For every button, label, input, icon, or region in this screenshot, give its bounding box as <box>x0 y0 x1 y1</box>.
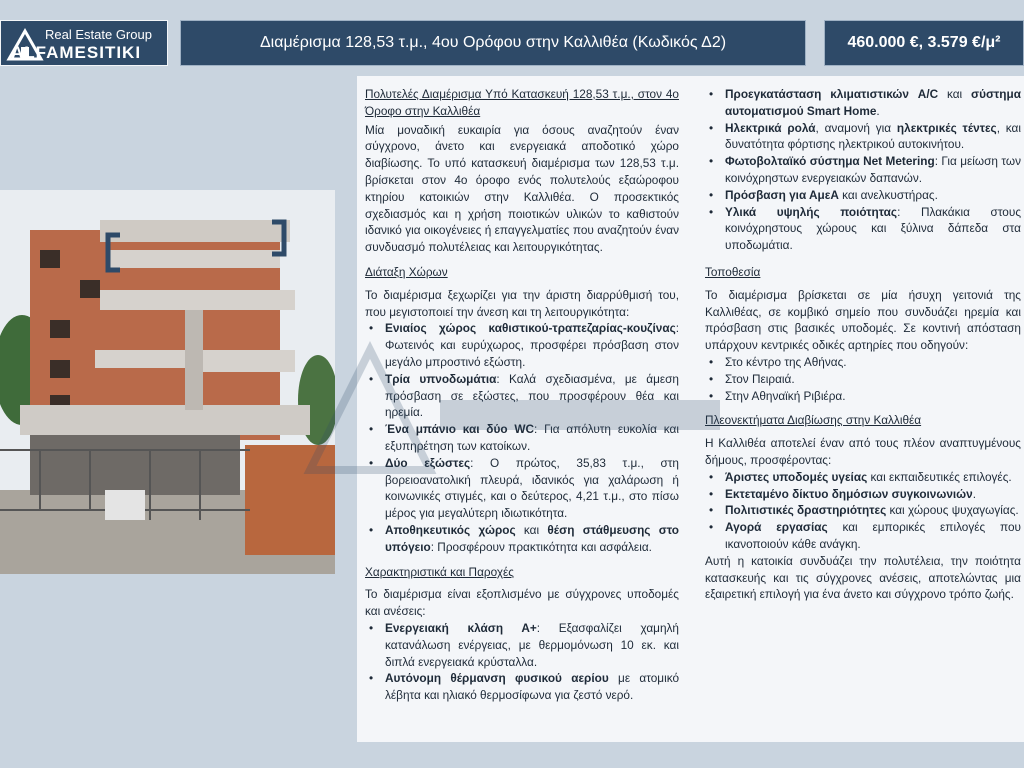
list-item: • Άριστες υποδομές υγείας και εκπαιδευτικές επιλογές. <box>721 469 1021 486</box>
list-item: • Αγορά εργασίας και εμπορικές επιλογές που ικανοποιούν κάθε ανάγκη. <box>721 519 1021 553</box>
layout-heading: Διάταξη Χώρων <box>365 264 448 279</box>
header-bar <box>0 0 1024 84</box>
list-item: • Προεγκατάσταση κλιματιστικών A/C και σύστημα αυτοματισμού Smart Home. <box>721 86 1021 120</box>
intro-heading: Πολυτελές Διαμέρισμα Υπό Κατασκευή 128,53 τ.μ., στον 4ο Όροφο στην Καλλιθέα <box>365 87 679 118</box>
list-item: • Πολιτιστικές δραστηριότητες και χώρους ψυχαγωγίας. <box>721 502 1021 519</box>
list-item: • Δύο εξώστες: Ο πρώτος, 35,83 τ.μ., στη βορειοανατολική πλευρά, ιδανικός για χαλάρωση ή κοινωνικές στιγμές, και ο δεύτερος, 4,21 τ.μ., στο πίσω μέρος για μεγαλύτερη ιδιωτικότητα. <box>381 455 679 522</box>
location-text: Το διαμέρισμα βρίσκεται σε μία ήσυχη γειτονιά της Καλλιθέας, σε κομβικό σημείο που συνδυάζει ηρεμία και πρόσβαση στις βασικές υποδομές. Σε κοντινή απόσταση υπάρχουν κεντρικές οδικές αρτηρίες που οδηγούν: <box>705 287 1021 353</box>
benefits-text: Η Καλλιθέα αποτελεί έναν από τους πλέον αναπτυγμένους δήμους, προσφέροντας: <box>705 436 1021 467</box>
list-item: • Στο κέντρο της Αθήνας. <box>721 354 1021 371</box>
company-logo[interactable] <box>0 20 168 66</box>
logo-group-text: Real Estate Group <box>45 27 152 42</box>
location-heading: Τοποθεσία <box>705 264 761 279</box>
logo-name-text: ALFAMESITIKI <box>11 43 142 62</box>
listing-price: 460.000 €, 3.579 €/μ² <box>824 20 1024 66</box>
listing-title: Διαμέρισμα 128,53 τ.μ., 4ου Ορόφου στην Καλλιθέα (Κωδικός Δ2) <box>180 20 806 66</box>
benefits-heading: Πλεονεκτήματα Διαβίωσης στην Καλλιθέα <box>705 413 922 428</box>
list-item: • Πρόσβαση για ΑμεΑ και ανελκυστήρας. <box>721 187 1021 204</box>
list-item: • Αυτόνομη θέρμανση φυσικού αερίου με ατομικό λέβητα και ηλιακό θερμοσίφωνα για ζεστό νερό. <box>381 670 679 704</box>
description-panel <box>357 76 1024 742</box>
list-item: • Εκτεταμένο δίκτυο δημόσιων συγκοινωνιών. <box>721 486 1021 503</box>
list-item: • Υλικά υψηλής ποιότητας: Πλακάκια στους κοινόχρηστους χώρους και ξύλινα δάπεδα στα υποδωμάτια. <box>721 204 1021 254</box>
list-item: • Ενεργειακή κλάση Α+: Εξασφαλίζει χαμηλή κατανάλωση ενέργειας, με θερμομόνωση 10 εκ. και διπλά ενεργειακά κρύσταλλα. <box>381 620 679 670</box>
features-list-continued <box>705 86 1021 254</box>
description-right-column <box>705 86 1021 603</box>
layout-text: Το διαμέρισμα ξεχωρίζει για την άριστη διαρρύθμισή του, που μεγιστοποιεί την άνεση και τη λειτουργικότητα: <box>365 287 679 319</box>
intro-text: Μία μοναδική ευκαιρία για όσους αναζητούν έναν σύγχρονο, άνετο και ενεργειακά αποδοτικό χώρο διαβίωσης. Το υπό κατασκευή διαμέρισμα των 128,53 τ.μ. βρίσκεται στον 4ο όροφο ενός πολυτελούς εξαώροφου κτηρίου κατοικιών στην Καλλιθέα. Ο προσεκτικός σχεδιασμός και η χρήση ποιοτικών υλικών το καθιστούν ιδανικό για οικογένειες ή επαγγελματίες που αναζητούν έναν συνδυασμό πολυτέλειας και λειτουργικότητας. <box>365 122 679 255</box>
list-item: • Ένα μπάνιο και δύο WC: Για απόλυτη ευκολία και εξυπηρέτηση των κατοίκων. <box>381 421 679 455</box>
closing-text: Αυτή η κατοικία συνδυάζει την πολυτέλεια, την ποιότητα κατασκευής και τις σύγχρονες ανέσεις, αποτελώντας μια εξαιρετική επιλογή για ένα άνετο και σύγχρονο τρόπο ζωής. <box>705 553 1021 602</box>
features-list <box>365 620 679 704</box>
description-left-column <box>365 86 679 704</box>
location-list <box>705 354 1021 404</box>
list-item: • Ενιαίος χώρος καθιστικού-τραπεζαρίας-κουζίνας: Φωτεινός και ευρύχωρος, προσφέρει πρόσβαση στον μεγάλο μπροστινό εξώστη. <box>381 320 679 370</box>
features-heading: Χαρακτηριστικά και Παροχές <box>365 564 514 579</box>
list-item: • Τρία υπνοδωμάτια: Καλά σχεδιασμένα, με άμεση πρόσβαση σε εξώστες, που προσφέρουν θέα και ηρεμία. <box>381 371 679 421</box>
building-photo <box>0 190 335 574</box>
list-item: • Ηλεκτρικά ρολά, αναμονή για ηλεκτρικές τέντες, και δυνατότητα φόρτισης ηλεκτρικού αυτοκινήτου. <box>721 120 1021 154</box>
list-item: • Αποθηκευτικός χώρος και θέση στάθμευσης στο υπόγειο: Προσφέρουν πρακτικότητα και ασφάλεια. <box>381 522 679 556</box>
list-item: • Φωτοβολταϊκό σύστημα Net Metering: Για μείωση των κοινόχρηστων ενεργειακών δαπανών. <box>721 153 1021 187</box>
benefits-list <box>705 469 1021 553</box>
building-under-construction-image <box>0 190 335 574</box>
list-item: • Στον Πειραιά. <box>721 371 1021 388</box>
list-item: • Στην Αθηναϊκή Ριβιέρα. <box>721 388 1021 405</box>
features-text: Το διαμέρισμα είναι εξοπλισμένο με σύγχρονες υποδομές και ανέσεις: <box>365 587 679 619</box>
layout-list <box>365 320 679 555</box>
